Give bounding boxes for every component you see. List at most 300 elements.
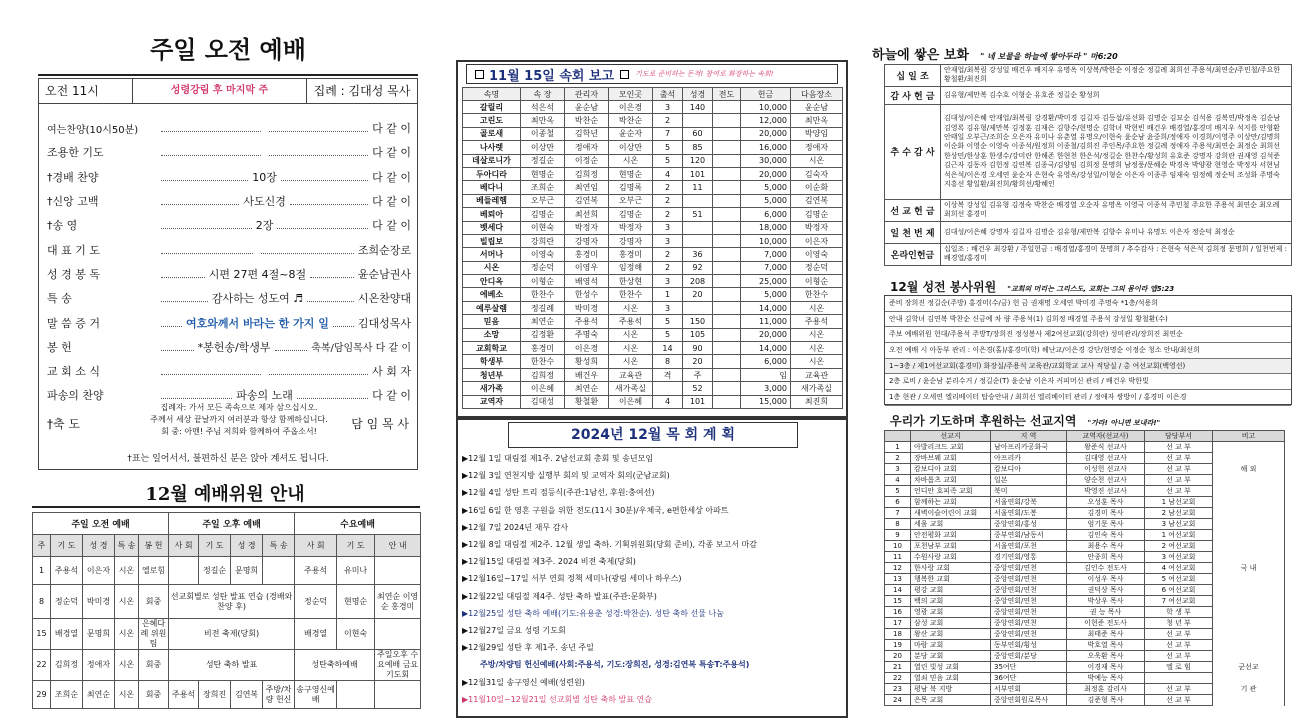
duty-cell: 비전 축제(당회) <box>169 619 295 650</box>
weekly-cell: 이순화 <box>791 181 843 194</box>
weekly-cell <box>683 194 713 207</box>
mission-cell: 중앙연회/연천 <box>991 618 1067 629</box>
duty-cell: 시온 <box>115 681 139 709</box>
weekly-cell: 김명록 <box>609 181 653 194</box>
weekly-cell: 25,000 <box>741 275 791 288</box>
square-icon <box>620 70 629 79</box>
servants-row: 1층 현관 / 오세연 엘리베이터 탑승안내 / 최희선 엘리베이터 관리 / 정애자 쌍방이 / 홍경미 이은경 <box>885 390 1291 406</box>
duty-cell: 시온 <box>115 557 139 585</box>
mission-cell: 평남 북 지방 <box>911 684 991 695</box>
weekly-cell <box>713 127 741 140</box>
worship-item-label: †경배 찬양 <box>47 170 99 184</box>
weekly-cell: 믿음 <box>463 315 521 328</box>
weekly-cell <box>713 141 741 154</box>
mission-cell: 선 교 부 <box>1145 684 1213 695</box>
weekly-cell <box>713 114 741 127</box>
mission-cell: 김인숙 목사 <box>1067 530 1145 541</box>
weekly-cell: 이은혜 <box>521 382 565 395</box>
weekly-cell: 10,000 <box>741 234 791 247</box>
duty-cell: 현명순 <box>337 585 375 619</box>
mission-cell: 이성우 목사 <box>1067 574 1145 585</box>
leader-dots <box>161 246 253 254</box>
mission-cell: 중앙연회/분당 <box>991 651 1067 662</box>
weekly-cell: 김대성 <box>521 395 565 408</box>
mission-cell: 열린 빛성 교회 <box>911 662 991 673</box>
weekly-cell <box>653 382 683 395</box>
mission-row <box>885 607 1285 618</box>
mission-cell: 캄보디아 <box>991 464 1067 475</box>
leader-dots <box>161 343 194 351</box>
worship-item-content: 감사하는 성도여 ♬ <box>211 292 304 306</box>
mission-cell: 중앙연회/연천 <box>991 585 1067 596</box>
mission-cell: 서울연회/포천 <box>991 541 1067 552</box>
treasure-heading <box>872 44 1292 62</box>
weekly-cell <box>713 368 741 381</box>
mission-cell: 2 여선교회 <box>1145 541 1213 552</box>
worship-item-content: 시편 27편 4절~8절 <box>208 267 307 281</box>
duty-cell: 배경열 <box>295 619 337 650</box>
weekly-cell: 이현숙 <box>521 221 565 234</box>
weekly-row <box>463 288 843 301</box>
weekly-cell: 1 <box>653 288 683 301</box>
weekly-cell <box>713 101 741 114</box>
weekly-cell: 14,000 <box>741 301 791 314</box>
duty-cell: 이은자 <box>83 557 115 585</box>
duty-cell: 문명희 <box>83 619 115 650</box>
treasure-row <box>885 104 1292 199</box>
duty-cell: 회중 <box>139 650 169 681</box>
weekly-cell: 시온 <box>609 301 653 314</box>
mission-row <box>885 497 1285 508</box>
worship-item-leader: 시온찬양대 <box>357 292 412 306</box>
weekly-cell: 이은혜 <box>609 395 653 408</box>
weekly-cell: 김명순 <box>609 208 653 221</box>
weekly-row <box>463 368 843 381</box>
mission-cell: 북미 <box>991 486 1067 497</box>
duty-row <box>33 557 421 585</box>
mission-cell: 최용수 목사 <box>1067 541 1145 552</box>
leader-dots <box>161 221 252 229</box>
mission-cell: 6 <box>885 497 911 508</box>
weekly-cell: 교회학교 <box>463 342 521 355</box>
treasure-category: 십 일 조 <box>885 65 941 87</box>
weekly-cell <box>713 315 741 328</box>
weekly-cell: 10,000 <box>741 101 791 114</box>
weekly-row <box>463 221 843 234</box>
mission-cell: 14 <box>885 585 911 596</box>
mission-cell: 4 여선교회 <box>1145 563 1213 574</box>
mission-cell: 엘 로 힘 <box>1145 662 1213 673</box>
mission-cell: 중앙연회/연천 <box>991 574 1067 585</box>
plan-item: ▶12월25일 성탄 축하 예배(기도:유용춘 성경:박찬순). 성탄 축하 선물 나눔 <box>462 608 724 618</box>
weekly-row <box>463 395 843 408</box>
worship-item-label: 조용한 기도 <box>47 146 104 160</box>
weekly-cell: 소망 <box>463 328 521 341</box>
duty-cell: 정순덕 <box>295 585 337 619</box>
weekly-cell: 김명순 <box>521 208 565 221</box>
weekly-cell: 한성수 <box>565 288 609 301</box>
weekly-cell: 최만옥 <box>791 114 843 127</box>
weekly-cell: 101 <box>683 395 713 408</box>
worship-item-leader: 다 같 이 <box>372 195 412 209</box>
offering-column <box>862 0 1296 723</box>
plan-list <box>462 450 844 708</box>
mission-header-cell: 선교지 <box>911 431 991 442</box>
worship-item-leader: 다 같 이 <box>372 219 411 233</box>
mission-cell <box>1213 519 1285 530</box>
weekly-cell <box>713 328 741 341</box>
mission-cell: 동부연회/횡성 <box>991 640 1067 651</box>
weekly-cell: 청년부 <box>463 368 521 381</box>
mission-cell <box>1213 508 1285 519</box>
weekly-cell: 서머나 <box>463 248 521 261</box>
mission-cell: 권 능 목사 <box>1067 607 1145 618</box>
leader-dots <box>275 343 308 351</box>
weekly-cell: 18,000 <box>741 221 791 234</box>
leader-dots <box>307 294 354 302</box>
weekly-cell: 김숙자 <box>791 167 843 180</box>
weekly-cell <box>713 395 741 408</box>
mission-row <box>885 453 1285 464</box>
weekly-cell: 6,000 <box>741 208 791 221</box>
mission-cell: 서울연회/도봉 <box>991 508 1067 519</box>
weekly-cell <box>713 301 741 314</box>
mission-cell: 최태준 목사 <box>1067 629 1145 640</box>
weekly-cell: 오부근 <box>521 194 565 207</box>
weekly-cell: 시온 <box>609 154 653 167</box>
worship-order-row <box>47 116 411 140</box>
weekly-cell: 박정자 <box>565 221 609 234</box>
mission-cell: 8 <box>885 519 911 530</box>
treasure-names: 김대성/이은혜 안재업/최복림 강경환/박미경 김길자 김등섭/유선화 김명순 김묘순 김석용 김복연/박정옥 김순남 김영록 김유형/제만복 김정훈 김재은 김향수/현명순 김학녀 박현빈 배건우 배경열/홍경미 배지우 석지를 안형환 안태일 오부근/조희순 오은자 유미나 유춘열 유명오/이현숙 윤순남 윤중희/정애자 이경희/이영주 이상만/김명희 이순화 이영순 이영숙 이종석/원정희 이종철/김희진 주인목/주요한 정길례 정애자 주용석/최연순 최정순 최희선 한상민/한상훈 한생수/강미란 한해존 한현천 한은석/정길순 한찬수/황성희 유호준 강명자 강희란 권재영 김석준 김근자 김동자 김헌정 김연복 김종국/김양임 김희정 문명희 남정풍/문혜순 박경옥 박양광 현영순 박정자 서현님 석은석/이은경 오세연 윤순자 은현숙 유영옥/강성일/이형순 이은자 이종주 임재숙 임정혜 정순덕 조성화 주명숙 지흥선 황일환/최진희/황희선/황혜인 <box>941 104 1292 199</box>
weekly-cell: 주 <box>683 368 713 381</box>
worship-order-list <box>47 116 411 408</box>
mission-row <box>885 618 1285 629</box>
mission-cell <box>1213 541 1285 552</box>
plan-title: 2024년 12월 목 회 계 획 <box>508 422 798 448</box>
weekly-cell: 주명숙 <box>565 328 609 341</box>
weekly-cell: 주용석 <box>791 315 843 328</box>
treasure-names: 십일조 : 배건우 최강환 / 주일헌금 : 배경열/홍경미 문명희 / 추수감사 : 은현숙 석은석 김희정 문명희 / 일천번제 : 배경열/홍경미 <box>941 243 1292 265</box>
weekly-cell: 60 <box>683 127 713 140</box>
weekly-cell: 15,000 <box>741 395 791 408</box>
weekly-cell: 7 <box>653 127 683 140</box>
weekly-cell <box>713 355 741 368</box>
weekly-cell <box>713 154 741 167</box>
weekly-cell: 안디옥 <box>463 275 521 288</box>
mission-cell: 선 교 부 <box>1145 651 1213 662</box>
mission-cell <box>1213 453 1285 464</box>
weekly-cell: 정순덕 <box>791 261 843 274</box>
duty-cell <box>337 681 375 709</box>
mission-cell: 마람 교회 <box>911 640 991 651</box>
worship-order-row <box>47 310 411 334</box>
duty-cell <box>375 619 421 650</box>
mission-cell: 포천남부 교회 <box>911 541 991 552</box>
treasure-names: 안재업/최복림 강성일 배건우 배지우 유명옥 이상복/박한순 이정순 정길례 최희선 주용석/최연순/주민철/주요한 황철환/최진희 <box>941 65 1292 87</box>
duty-cell: 이현숙 <box>337 619 375 650</box>
weekly-cell: 5 <box>653 141 683 154</box>
treasure-names: 이상복 강성일 김유형 김정숙 박찬순 배경열 오순자 유명옥 이영국 이종석 주민철 주요한 주용석 최연순 최오례 최희선 홍경미 <box>941 199 1292 221</box>
duty-cell: 시온 <box>115 585 139 619</box>
duty-cell: 시온 <box>115 650 139 681</box>
mission-cell: 아프리카 <box>991 453 1067 464</box>
weekly-cell: 20,000 <box>741 167 791 180</box>
mission-cell: 해 외 <box>1213 464 1285 475</box>
leader-dots <box>261 246 353 254</box>
weekly-cell: 격 <box>653 368 683 381</box>
weekly-cell: 이상만 <box>609 141 653 154</box>
mission-cell: 안전평화 교회 <box>911 530 991 541</box>
mission-cell: 오성훈 목사 <box>1067 497 1145 508</box>
weekly-cell: 6,000 <box>741 355 791 368</box>
duty-cell: 송구영신예배 <box>295 681 337 709</box>
worship-item-label: 대 표 기 도 <box>47 243 100 257</box>
weekly-report-table <box>462 87 843 409</box>
mission-header-cell: 담당부서 <box>1145 431 1213 442</box>
mission-row <box>885 662 1285 673</box>
mission-row <box>885 519 1285 530</box>
weekly-cell: 최선희 <box>565 208 609 221</box>
treasure-names: 김대성/이은혜 강명자 김길자 김명순 김유형/제만복 김향수 유미나 유명도 이은자 정순덕 최정순 <box>941 221 1292 243</box>
duty-header-cell: 특 송 <box>115 535 139 557</box>
duty-table <box>32 512 421 709</box>
mission-cell: 아발리크드 교회 <box>911 442 991 453</box>
mission-cell <box>1213 596 1285 607</box>
worship-order-row <box>47 213 411 237</box>
duty-group-pm: 주일 오후 예배 <box>169 513 295 535</box>
weekly-cell: 7,000 <box>741 261 791 274</box>
mission-cell <box>1213 695 1285 706</box>
weekly-cell: 85 <box>683 141 713 154</box>
worship-item-leader: 다 같 이 <box>372 122 411 136</box>
plan-item: ▶12월 8일 대림절 제2주. 12월 생일 축하. 기획위원회(당회 준비), 각종 보고서 마감 <box>462 540 757 550</box>
mission-cell: 최정훈 감리사 <box>1067 684 1145 695</box>
weekly-cell: 강명자 <box>565 234 609 247</box>
duty-cell: 김희정 <box>51 650 83 681</box>
duty-row <box>33 681 421 709</box>
worship-item-content: 10장 <box>252 170 277 184</box>
worship-order-row <box>47 140 411 164</box>
mission-cell <box>1213 607 1285 618</box>
mission-row <box>885 574 1285 585</box>
weekly-cell: 박찬순 <box>609 114 653 127</box>
weekly-cell: 정순덕 <box>521 261 565 274</box>
duty-cell: 최연순 이영순 홍경미 <box>375 585 421 619</box>
weekly-cell <box>713 234 741 247</box>
mission-cell: 경기연회/영통 <box>991 552 1067 563</box>
mission-cell <box>1213 475 1285 486</box>
weekly-row <box>463 315 843 328</box>
weekly-header-cell: 출석 <box>653 88 683 101</box>
mission-cell: 차바롭츠 교회 <box>911 475 991 486</box>
weekly-cell: 시온 <box>791 154 843 167</box>
weekly-cell: 학생부 <box>463 355 521 368</box>
duty-cell: 유미나 <box>337 557 375 585</box>
weekly-cell: 4 <box>653 395 683 408</box>
weekly-cell: 이은자 <box>791 234 843 247</box>
worship-item-leader: 다 같 이 <box>372 389 412 403</box>
worship-item-label: 파송의 찬양 <box>47 389 104 403</box>
duty-cell <box>375 681 421 709</box>
weekly-cell: 베뢰아 <box>463 208 521 221</box>
leader-dots <box>161 124 261 132</box>
weekly-cell: 정애자 <box>565 141 609 154</box>
weekly-cell: 윤순남 <box>565 101 609 114</box>
weekly-cell <box>713 208 741 221</box>
weekly-cell <box>713 342 741 355</box>
worship-item-label: 여는찬양(10시50분) <box>47 124 139 136</box>
weekly-cell: 이종철 <box>521 127 565 140</box>
mission-row <box>885 530 1285 541</box>
weekly-cell <box>683 114 713 127</box>
weekly-cell: 정길례 <box>521 301 565 314</box>
leader-dots <box>297 391 368 399</box>
mission-cell <box>1213 530 1285 541</box>
treasure-title: 하늘에 쌓은 보화 <box>872 48 969 63</box>
weekly-cell: 이형순 <box>521 275 565 288</box>
weekly-cell: 52 <box>683 382 713 395</box>
benediction-by: 담 임 목 사 <box>351 417 409 431</box>
weekly-cell: 황성희 <box>565 355 609 368</box>
mission-cell: 왕산 교회 <box>911 629 991 640</box>
weekly-cell: 데살로니가 <box>463 154 521 167</box>
mission-cell: 11 <box>885 552 911 563</box>
mission-cell: 군선교 <box>1213 662 1285 673</box>
weekly-cell: 20,000 <box>741 127 791 140</box>
weekly-cell: 이영숙 <box>521 248 565 261</box>
weekly-report-note: 기도로 준비하는 돈적! 참여로 화장하는 속회! <box>635 70 774 78</box>
mission-cell: 선 교 부 <box>1145 629 1213 640</box>
weekly-cell: 나사렛 <box>463 141 521 154</box>
weekly-row <box>463 275 843 288</box>
weekly-cell: 3 <box>653 301 683 314</box>
mission-table <box>884 430 1285 706</box>
mission-cell: 중앙연회/홍성 <box>991 519 1067 530</box>
duty-cell: 성탄 축하 발표 <box>169 650 295 681</box>
mission-cell <box>1213 552 1285 563</box>
worship-item-leader: 다 같 이 <box>372 170 411 184</box>
servants-row: 준비 장희진 정길순(주방) 홍경미(수/금) 헌 금 권재명 오세연 박미경 주명숙 *1층/석용희 <box>885 296 1291 312</box>
servants-row: 1~3층 / 제1여선교회(홍경미) 화장실/주용석 교육관/교회학교 교사 적당실 / 총 여선교회(백영선) <box>885 359 1291 375</box>
weekly-cell: 이형순 <box>791 275 843 288</box>
weekly-cell: 4 <box>653 167 683 180</box>
mission-cell: 중앙연회/연천 <box>991 607 1067 618</box>
mission-cell: 중앙연회/연천 <box>991 596 1067 607</box>
leader-dots <box>269 124 369 132</box>
plan-item: ▶12월27일 금요 성령 기도회 <box>462 626 566 636</box>
mission-cell: 박예능 목사 <box>1067 673 1145 684</box>
weekly-cell: 14 <box>653 342 683 355</box>
weekly-cell: 김희정 <box>565 167 609 180</box>
duty-cell: 주용석 <box>295 557 337 585</box>
mission-cell: 오욱환 목사 <box>1067 651 1145 662</box>
worship-order-row <box>47 189 411 213</box>
mission-cell: 22 <box>885 673 911 684</box>
mission-cell: 안종희 목사 <box>1067 552 1145 563</box>
mission-cell: 김경미 목사 <box>1067 508 1145 519</box>
treasure-category: 선 교 헌 금 <box>885 199 941 221</box>
plan-item: ▶12월15일 대림절 제3주. 2024 비전 축제(당회) <box>462 557 636 567</box>
mission-cell: 왕준식 선교사 <box>1067 442 1145 453</box>
leader-dots <box>281 173 368 181</box>
weekly-cell: 윤순자 <box>609 127 653 140</box>
weekly-cell: 시온 <box>609 355 653 368</box>
weekly-cell: 이은경 <box>609 101 653 114</box>
weekly-cell: 이영우 <box>565 261 609 274</box>
worship-item-content: 파송의 노래 <box>236 389 293 403</box>
worship-item-label: 특 송 <box>47 292 72 306</box>
mission-cell: 이경재 목사 <box>1067 662 1145 673</box>
mission-cell: 중앙연회/연천 <box>991 629 1067 640</box>
duty-cell <box>169 557 199 585</box>
weekly-row <box>463 382 843 395</box>
weekly-row <box>463 208 843 221</box>
mission-cell: 함께하는 교회 <box>911 497 991 508</box>
leader-dots <box>333 319 354 327</box>
weekly-cell: 벳세다 <box>463 221 521 234</box>
weekly-report-title: 11월 15일 속회 보고 <box>489 68 615 84</box>
weekly-row <box>463 181 843 194</box>
weekly-cell: 박미경 <box>565 301 609 314</box>
weekly-cell: 101 <box>683 167 713 180</box>
weekly-cell: 현명순 <box>521 167 565 180</box>
mission-row <box>885 684 1285 695</box>
worship-item-label: †신앙 고백 <box>47 195 99 209</box>
weekly-cell: 120 <box>683 154 713 167</box>
weekly-cell: 20 <box>683 288 713 301</box>
mission-cell: 35여단 <box>991 662 1067 673</box>
mission-cell: 평강 교회 <box>911 585 991 596</box>
leader-dots <box>161 367 261 375</box>
mission-cell: 장바브웨 교회 <box>911 453 991 464</box>
weekly-cell: 주용석 <box>565 315 609 328</box>
mission-cell: 선 교 부 <box>1145 640 1213 651</box>
mission-cell: 김준형 목사 <box>1067 695 1145 706</box>
worship-order-row <box>47 237 411 261</box>
leader-dots <box>310 270 354 278</box>
weekly-cell: 배영석 <box>565 275 609 288</box>
weekly-cell: 새가족실 <box>791 382 843 395</box>
duty-header-cell: 성 경 <box>83 535 115 557</box>
weekly-cell <box>683 234 713 247</box>
mission-cell: 2 남선교회 <box>1145 508 1213 519</box>
weekly-cell: 예루살렘 <box>463 301 521 314</box>
weekly-cell: 5,000 <box>741 194 791 207</box>
worship-order-row <box>47 286 411 310</box>
weekly-cell: 윤순남 <box>791 101 843 114</box>
weekly-cell: 14,000 <box>741 342 791 355</box>
weekly-cell <box>713 221 741 234</box>
benediction-line-2: 주께서 세상 끝날까지 여러분과 항상 함께하십니다. <box>150 415 328 424</box>
mission-heading <box>890 410 1290 428</box>
weekly-cell: 3 <box>653 101 683 114</box>
plan-item: ▶12월16일~17일 서부 연회 정책 세미나(광림 세미나 하우스) <box>462 574 682 584</box>
weekly-cell: 시온 <box>791 328 843 341</box>
treasure-category: 추 수 감 사 <box>885 104 941 199</box>
weekly-header-cell: 모인곳 <box>609 88 653 101</box>
treasure-row <box>885 199 1292 221</box>
leader-dots <box>161 391 232 399</box>
weekly-cell: 한찬수 <box>521 355 565 368</box>
duty-cell: 8 <box>33 585 51 619</box>
duty-cell: 박미경 <box>83 585 115 619</box>
weekly-cell: 8 <box>653 355 683 368</box>
mission-cell: 선 교 부 <box>1145 695 1213 706</box>
benediction-text <box>139 402 339 438</box>
weekly-header-cell: 속 장 <box>521 88 565 101</box>
mission-header-cell: 비고 <box>1213 431 1285 442</box>
